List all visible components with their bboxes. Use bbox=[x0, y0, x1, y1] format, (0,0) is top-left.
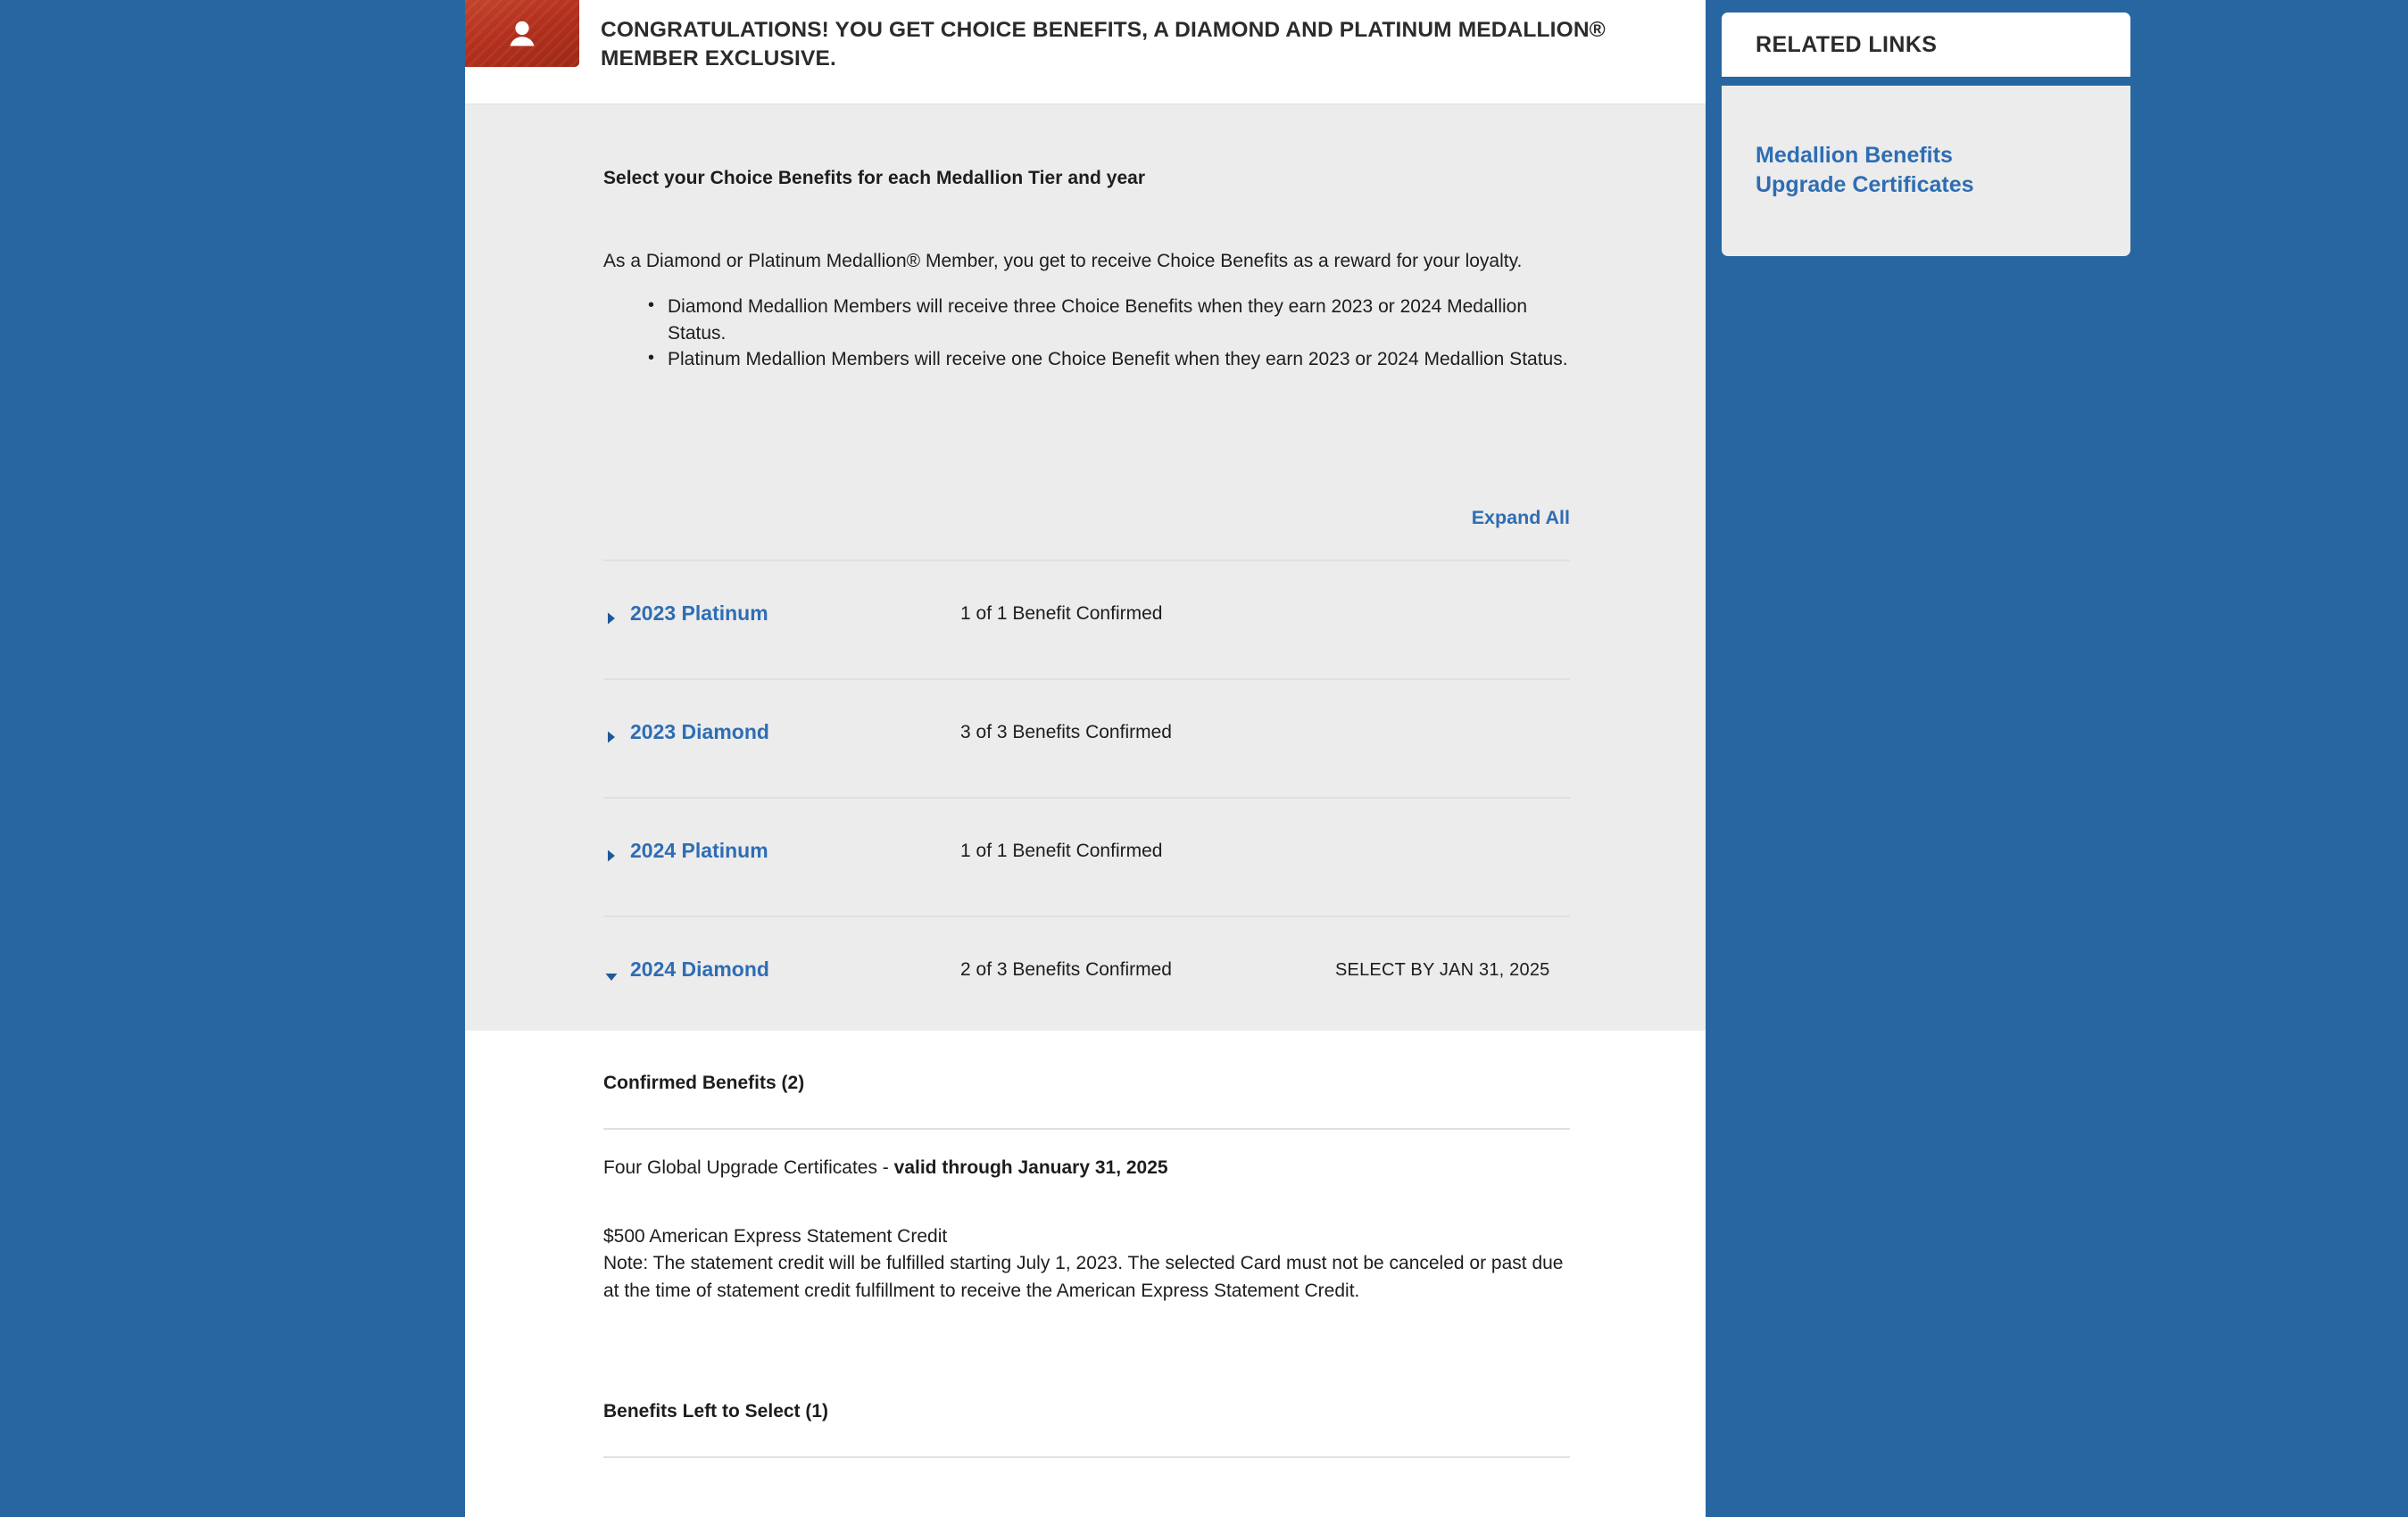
confirmed-benefits-heading: Confirmed Benefits (2) bbox=[603, 1073, 805, 1093]
benefits-left-heading: Benefits Left to Select (1) bbox=[603, 1401, 829, 1422]
main-content-card bbox=[465, 0, 1706, 1517]
accordion-status: 2 of 3 Benefits Confirmed bbox=[960, 959, 1172, 980]
card-header bbox=[465, 0, 1706, 104]
related-links-module bbox=[1722, 12, 2130, 256]
related-link-upgrade-certificates[interactable]: Upgrade Certificates bbox=[1756, 172, 1974, 198]
remaining-heading-wrap bbox=[603, 1401, 1570, 1422]
confirmed-benefit-1 bbox=[603, 1155, 1570, 1181]
benefit-validity: valid through January 31, 2025 bbox=[893, 1157, 1168, 1178]
medallion-accordion bbox=[603, 560, 1570, 1034]
caret-right-icon[interactable] bbox=[603, 729, 619, 745]
related-link-medallion-benefits[interactable]: Medallion Benefits bbox=[1756, 143, 1953, 168]
accordion-row-2023-platinum[interactable] bbox=[603, 560, 1570, 678]
accordion-title[interactable]: 2023 Platinum bbox=[630, 601, 768, 625]
page-title: CONGRATULATIONS! YOU GET CHOICE BENEFITS, A DIAMOND AND PLATINUM MEDALLION® MEMBER EXCLUSIVE. bbox=[601, 18, 1606, 71]
caret-right-icon[interactable] bbox=[603, 610, 619, 626]
caret-right-icon[interactable] bbox=[603, 848, 619, 864]
accordion-row-2024-platinum[interactable] bbox=[603, 797, 1570, 916]
accordion-title[interactable]: 2023 Diamond bbox=[630, 720, 769, 743]
benefit-name: $500 American Express Statement Credit bbox=[603, 1226, 948, 1247]
accordion-deadline: SELECT BY JAN 31, 2025 bbox=[1335, 960, 1550, 980]
list-item: • Platinum Medallion Members will receive one Choice Benefit when they earn 2023 or 2024 Medallion Status. bbox=[668, 346, 1570, 373]
confirmed-divider-wrap bbox=[603, 1128, 1570, 1130]
section-heading: Select your Choice Benefits for each Medallion Tier and year bbox=[603, 168, 1146, 188]
intro-copy-wrap bbox=[603, 229, 1570, 373]
benefit-detail-panel bbox=[465, 1031, 1706, 1422]
related-links-header bbox=[1722, 12, 2130, 77]
benefit-name: Four Global Upgrade Certificates - bbox=[603, 1157, 894, 1178]
person-icon bbox=[465, 0, 579, 67]
confirmed-benefit-2 bbox=[603, 1223, 1570, 1305]
intro-heading-wrap bbox=[603, 168, 1570, 189]
related-links-title: RELATED LINKS bbox=[1756, 31, 1938, 57]
accordion-status: 3 of 3 Benefits Confirmed bbox=[960, 722, 1172, 742]
intro-bullet-list bbox=[603, 294, 1570, 373]
related-links-body bbox=[1722, 86, 2130, 256]
confirmed-heading-wrap bbox=[603, 1073, 1570, 1094]
divider bbox=[603, 1128, 1570, 1130]
remaining-divider-wrap bbox=[603, 1456, 1570, 1458]
expand-all-wrap bbox=[603, 507, 1570, 537]
accordion-row-2024-diamond[interactable] bbox=[603, 916, 1570, 1034]
accordion-row-2023-diamond[interactable] bbox=[603, 678, 1570, 797]
choice-benefits-panel bbox=[465, 104, 1706, 1031]
benefit-note: Note: The statement credit will be fulfilled starting July 1, 2023. The selected Card must not be canceled or past due at the time of statement credit fulfillment to receive the American Express Statement Credit. bbox=[603, 1253, 1564, 1301]
accordion-title[interactable]: 2024 Diamond bbox=[630, 957, 769, 981]
accordion-status: 1 of 1 Benefit Confirmed bbox=[960, 841, 1163, 861]
intro-paragraph: As a Diamond or Platinum Medallion® Member, you get to receive Choice Benefits as a reward for your loyalty. bbox=[603, 251, 1523, 271]
divider bbox=[603, 1456, 1570, 1458]
caret-down-icon[interactable] bbox=[603, 969, 619, 985]
list-item: • Diamond Medallion Members will receive three Choice Benefits when they earn 2023 or 2024 Medallion Status. bbox=[668, 294, 1570, 347]
accordion-status: 1 of 1 Benefit Confirmed bbox=[960, 603, 1163, 624]
expand-all-link[interactable]: Expand All bbox=[1471, 507, 1570, 528]
accordion-title[interactable]: 2024 Platinum bbox=[630, 839, 768, 862]
benefit-row bbox=[603, 1155, 1570, 1181]
